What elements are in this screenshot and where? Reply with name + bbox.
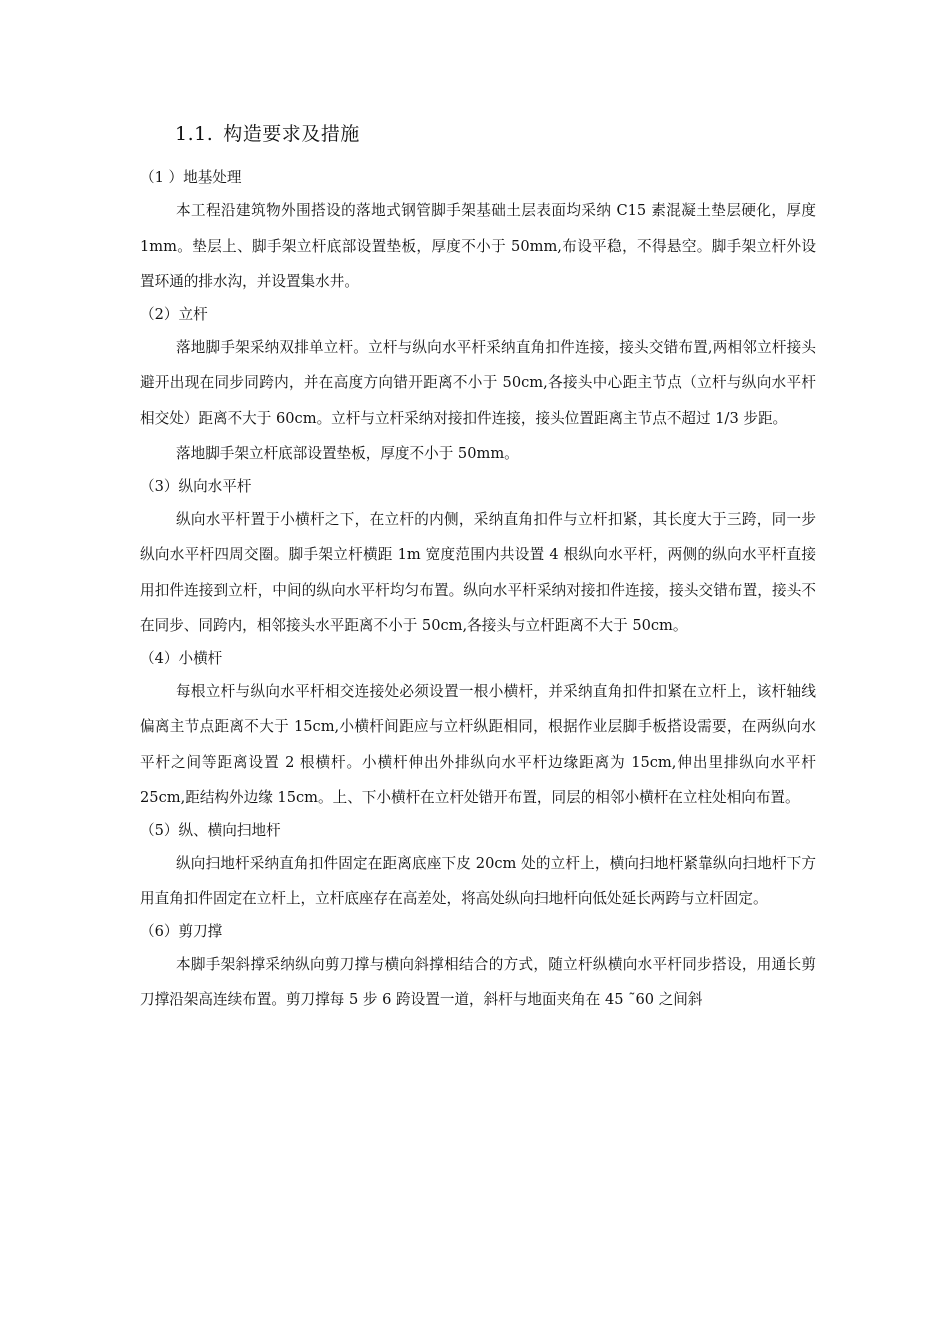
section-title: 构造要求及措施 (223, 123, 360, 145)
paragraph: 纵向水平杆置于小横杆之下，在立杆的内侧，采纳直角扣件与立杆扣紧，其长度大于三跨，同一步纵向水平杆四周交圈。脚手架立杆横距 1m 宽度范围内共设置 4 根纵向水平杆，两侧的纵向水平杆直接用扣件连接到立杆，中间的纵向水平杆均匀布置。纵向水平杆采纳对接扣件连接，接头交错布置，接头不在同步、同跨内，相邻接头水平距离不小于 50cm,各接头与立杆距离不大于 50cm。 (140, 510, 816, 634)
section-heading (175, 120, 360, 148)
paragraph: 纵向扫地杆采纳直角扣件固定在距离底座下皮 20cm 处的立杆上，横向扫地杆紧靠纵向扫地杆下方用直角扣件固定在立杆上，立杆底座存在高差处，将高处纵向扫地杆向低处延长两跨与立杆固定。 (140, 854, 816, 907)
paragraph: 本脚手架斜撑采纳纵向剪刀撑与横向斜撑相结合的方式，随立杆纵横向水平杆同步搭设，用通长剪刀撑沿架高连续布置。剪刀撑每 5 步 6 跨设置一道，斜杆与地面夹角在 45 ˜60 之间斜 (140, 955, 816, 1008)
subsection-title: （6）剪刀撑 (140, 922, 223, 940)
section-number: 1.1. (175, 123, 214, 145)
subsection-title: （2）立杆 (140, 305, 208, 323)
paragraph: 落地脚手架立杆底部设置垫板，厚度不小于 50mm。 (176, 445, 519, 462)
paragraph: 每根立杆与纵向水平杆相交连接处必须设置一根小横杆，并采纳直角扣件扣紧在立杆上，该杆轴线偏离主节点距离不大于 15cm,小横杆间距应与立杆纵距相同，根据作业层脚手板搭设需要，在两纵向水平杆之间等距离设置 2 根横杆。小横杆伸出外排纵向水平杆边缘距离为 15cm,伸出里排纵向水平杆 25cm,距结构外边缘 15cm。上、下小横杆在立杆处错开布置，同层的相邻小横杆在立柱处相向布置。 (140, 682, 816, 806)
paragraph: 落地脚手架采纳双排单立杆。立杆与纵向水平杆采纳直角扣件连接，接头交错布置,两相邻立杆接头避开出现在同步同跨内，并在高度方向错开距离不小于 50cm,各接头中心距主节点（立杆与纵向水平杆相交处）距离不大于 60cm。立杆与立杆采纳对接扣件连接，接头位置距离主节点不超过 1/3 步距。 (140, 338, 816, 427)
paragraph: 本工程沿建筑物外围搭设的落地式钢管脚手架基础土层表面均采纳 C15 素混凝土垫层硬化，厚度 1mm。垫层上、脚手架立杆底部设置垫板，厚度不小于 50mm,布设平稳，不得悬空。脚手架立杆外设置环通的排水沟，并设置集水井。 (140, 202, 816, 290)
subsection-title: （1 ）地基处理 (140, 169, 242, 186)
subsection-title: （5）纵、横向扫地杆 (140, 821, 281, 839)
subsection-title: （3）纵向水平杆 (140, 477, 252, 495)
document-body (140, 163, 816, 1018)
subsection-title: （4）小横杆 (140, 649, 223, 667)
